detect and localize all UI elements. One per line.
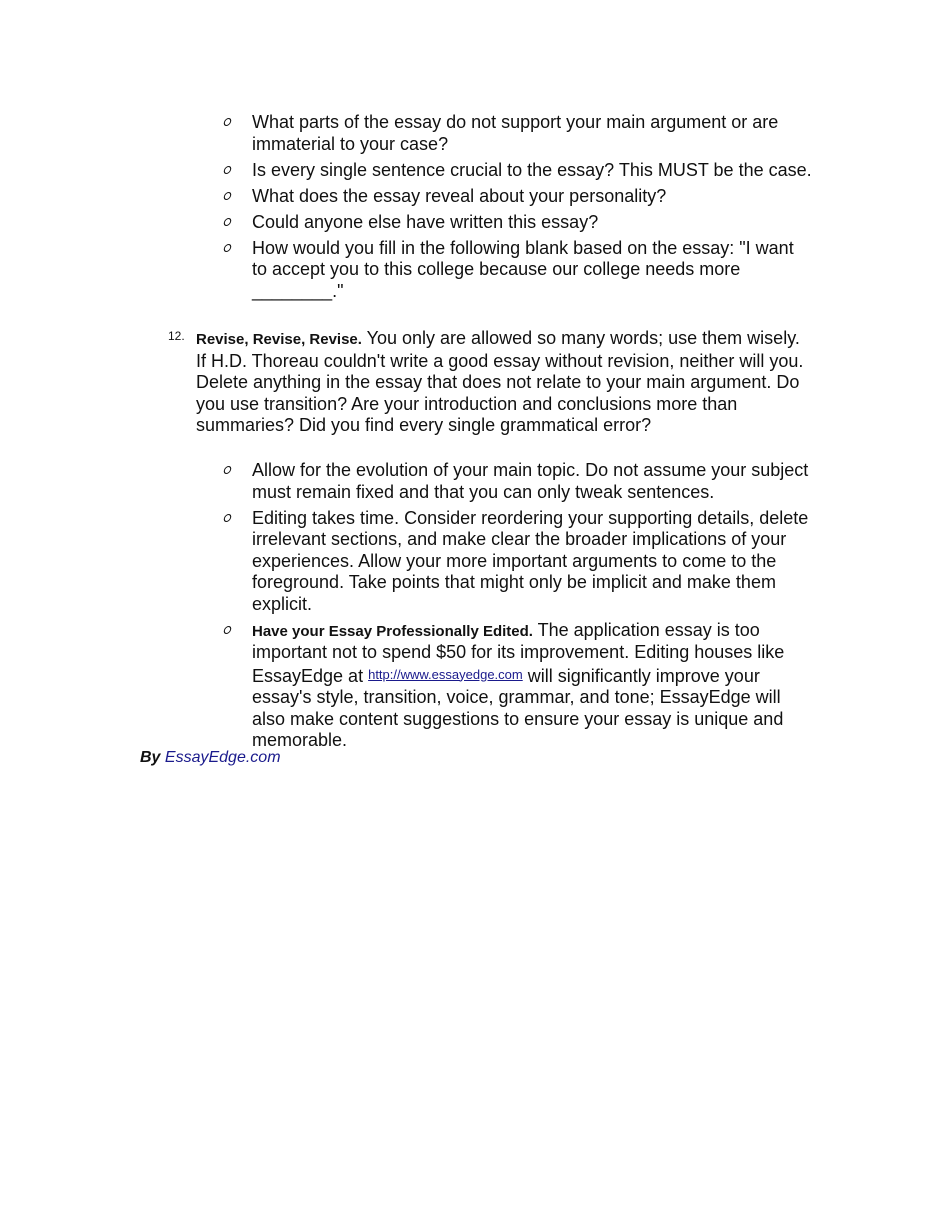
list-item <box>252 460 812 503</box>
list-item-text: How would you fill in the following blank based on the essay: "I want to accept you to this college because our college needs more ________." <box>252 237 794 301</box>
byline-link[interactable]: EssayEdge.com <box>164 749 281 766</box>
top-bullet-list <box>252 112 812 307</box>
byline <box>140 748 281 768</box>
revise-bullet-list <box>252 460 812 756</box>
final-bullet-heading: Have your Essay Professionally Edited. <box>252 622 533 640</box>
list-item-text: Allow for the evolution of your main topic. Do not assume your subject must remain fixed and that you can only tweak sentences. <box>252 460 809 502</box>
hollow-bullet-icon <box>223 466 233 474</box>
hollow-bullet-icon <box>223 166 233 174</box>
hollow-bullet-icon <box>223 218 233 226</box>
hollow-bullet-icon <box>223 244 233 252</box>
list-item <box>252 508 812 616</box>
item-body-text: You only are allowed so many words; use them wisely. If H.D. Thoreau couldn't write a good essay without revision, neither will you. Delete anything in the essay that does not relate to your main argument. Do you use transition? Are your introduction and conclusions more than summaries? Did you find every single grammatical error? <box>196 328 804 435</box>
list-item-text: Is every single sentence crucial to the essay? This MUST be the case. <box>252 159 812 180</box>
list-item <box>252 212 812 234</box>
list-item <box>252 620 812 752</box>
hollow-bullet-icon <box>223 626 233 634</box>
list-item-text: Could anyone else have written this essay? <box>252 211 599 232</box>
final-bullet-text-after: will significantly improve your essay's style, transition, voice, grammar, and tone; EssayEdge will also make content suggestions to ensure your essay is unique and memorable. <box>252 665 784 750</box>
list-item <box>252 238 812 303</box>
list-item <box>252 186 812 208</box>
list-item-text: Editing takes time. Consider reordering your supporting details, delete irrelevant sections, and make clear the broader implications of your experiences. Allow your more important arguments to come to the foreground. Take points that might only be implicit and make them explicit. <box>252 507 809 614</box>
list-item-text: What parts of the essay do not support your main argument or are immaterial to your case? <box>252 112 779 154</box>
list-item <box>252 160 812 182</box>
list-item-text: What does the essay reveal about your personality? <box>252 185 667 206</box>
hollow-bullet-icon <box>223 192 233 200</box>
hollow-bullet-icon <box>223 514 233 522</box>
item-heading: Revise, Revise, Revise. <box>196 331 362 348</box>
essayedge-url-link[interactable]: http://www.essayedge.com <box>368 666 523 682</box>
byline-label: By <box>140 749 161 766</box>
numbered-item-12 <box>168 328 808 437</box>
hollow-bullet-icon <box>223 118 233 126</box>
list-item <box>252 112 812 155</box>
item-number: 12. <box>168 329 185 343</box>
final-bullet-text-before: The application essay is too important not to spend $50 for its improvement. Editing houses like EssayEdge at <box>252 619 785 686</box>
